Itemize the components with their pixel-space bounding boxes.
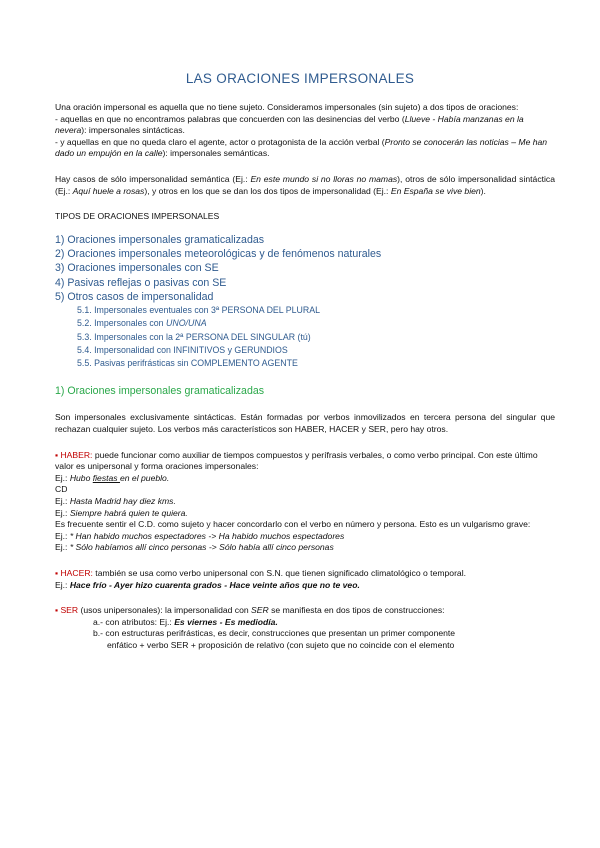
example-text: Hubo xyxy=(69,472,93,483)
text-run: ): impersonales sintácticas. xyxy=(81,125,185,136)
toc-item-5[interactable]: 5) Otros casos de impersonalidad xyxy=(55,290,214,303)
example-text: Es viernes - Es mediodía. xyxy=(174,616,278,627)
toc-item-4[interactable]: 4) Pasivas reflejas o pasivas con SE xyxy=(55,276,227,289)
ser-case-a xyxy=(55,617,555,629)
example-text: * Sólo habíamos allí cinco personas -> Sólo había allí cinco personas xyxy=(69,542,334,553)
toc-item-2[interactable]: 2) Oraciones impersonales meteorológicas y de fenómenos naturales xyxy=(55,248,382,261)
types-heading: TIPOS DE ORACIONES IMPERSONALES xyxy=(55,211,220,222)
text-run: ), otros de sólo impersonalidad sintáctica (Ej.: xyxy=(55,173,555,196)
text-run: a.- xyxy=(93,616,104,627)
ser-definition xyxy=(55,605,555,617)
text-run: (usos unipersonales): la impersonalidad con xyxy=(78,605,252,616)
section-1-heading: 1) Oraciones impersonales gramaticalizadas xyxy=(55,385,265,398)
toc-subitem-5-2[interactable] xyxy=(55,317,555,330)
text-run: Ej.: xyxy=(55,579,70,590)
section-1-paragraph: Son impersonales exclusivamente sintácticas. Están formadas por verbos inmovilizados en tercera persona del singular que rechazan cualquier sujeto. Los verbos más característicos son HABER, HACER y SER, pero hay otros. xyxy=(55,412,555,435)
document-body xyxy=(55,102,555,652)
text-run: - y aquellas en que no queda claro el agente, actor o protagonista de la acción verbal ( xyxy=(55,136,385,147)
text-run: Hay casos de sólo impersonalidad semántica (Ej.: xyxy=(55,173,251,184)
ser-block xyxy=(55,605,555,651)
text-run: con atributos: Ej.: xyxy=(103,616,175,627)
text-run: Ej.: xyxy=(55,507,70,518)
keyword-ser: SER xyxy=(60,605,79,616)
text-run: b.- xyxy=(93,628,104,639)
example-text: Hasta Madrid hay diez kms. xyxy=(69,496,176,507)
keyword-haber: HABER: xyxy=(60,449,93,460)
text-run: ). xyxy=(480,185,486,196)
text-run: 5.5. Pasivas perifrásticas sin xyxy=(77,357,191,368)
example-text: En España se vive bien xyxy=(390,185,481,196)
bullet-icon: ▪ xyxy=(55,605,59,616)
bullet-icon: ▪ xyxy=(55,568,59,578)
haber-block xyxy=(55,450,555,554)
intro-bullet-syntactic xyxy=(55,114,555,137)
haber-example-4 xyxy=(55,531,555,543)
haber-example-2 xyxy=(55,496,555,508)
toc-subitem-5-3[interactable] xyxy=(55,331,555,344)
example-text: Llueve - Había manzanas en la nevera xyxy=(55,113,524,136)
text-run: puede funcionar como auxiliar de tiempos compuestos y perífrasis verbales, o como verbo principal. Con este último valor es unipersonal y forma oraciones impersonales: xyxy=(55,449,538,472)
text-run: Ej.: xyxy=(55,530,70,541)
text-run: 5.4. Impersonalidad con xyxy=(77,344,174,355)
text-run: COMPLEMENTO AGENTE xyxy=(190,357,298,368)
table-of-contents xyxy=(55,233,555,370)
text-run: con estructuras perifrásticas, es decir, construcciones que presentan un primer componente xyxy=(103,628,456,639)
text-run: Ej.: xyxy=(55,542,70,553)
example-text: Pronto se conocerán las noticias – Me han dado un empujón en la calle xyxy=(55,136,548,159)
haber-example-5 xyxy=(55,542,555,554)
text-run: también se usa como verbo unipersonal con S.N. que tienen significado climatológico o temporal. xyxy=(92,568,467,578)
ser-case-b xyxy=(55,628,555,640)
haber-vulgarism-note: Es frecuente sentir el C.D. como sujeto y hacer concordarlo con el verbo en número y persona. Esto es un vulgarismo grave: xyxy=(55,519,531,530)
text-run: 5.2. Impersonales con xyxy=(77,318,166,329)
text-run: ): impersonales semánticas. xyxy=(162,148,270,159)
text-run: SER xyxy=(251,605,269,616)
example-text: en el pueblo. xyxy=(119,472,170,483)
text-run: - aquellas en que no encontramos palabras que concuerden con las desinencias del verbo ( xyxy=(55,113,405,124)
text-run: PERSONA DEL SINGULAR (tú) xyxy=(185,331,311,342)
hacer-example xyxy=(55,580,555,592)
cd-label: CD xyxy=(55,484,68,495)
bullet-icon: ▪ xyxy=(55,449,59,460)
text-run: INFINITIVOS y GERUNDIOS xyxy=(173,344,288,355)
example-text: Hace frío - Ayer hizo cuarenta grados - Hace veinte años que no te veo. xyxy=(69,579,360,590)
text-run: PERSONA DEL PLURAL xyxy=(221,305,321,316)
haber-example-3 xyxy=(55,508,555,520)
page-title: LAS ORACIONES IMPERSONALES xyxy=(185,71,415,86)
example-text: En este mundo si no lloras no mamas xyxy=(250,173,398,184)
toc-subitem-5-5[interactable] xyxy=(55,357,555,370)
text-run: Ej.: xyxy=(55,496,70,507)
text-run: se manifiesta en dos tipos de construcciones: xyxy=(268,605,445,616)
toc-subitem-5-4[interactable] xyxy=(55,344,555,357)
toc-subitem-5-1[interactable] xyxy=(55,304,555,317)
text-run: ), y otros en los que se dan los dos tipos de impersonalidad (Ej.: xyxy=(144,185,391,196)
example-text: * Han habido muchos espectadores -> Ha habido muchos espectadores xyxy=(69,530,345,541)
haber-definition xyxy=(55,450,555,473)
hacer-block xyxy=(55,568,555,591)
example-text: Siempre habrá quien te quiera. xyxy=(69,507,188,518)
example-text: Aquí huele a rosas xyxy=(72,185,145,196)
ser-case-b-continued: enfático + verbo SER + proposición de relativo (con sujeto que no coincide con el elemento xyxy=(107,639,455,650)
impersonality-cases-paragraph xyxy=(55,174,555,197)
haber-example-1 xyxy=(55,473,555,485)
intro-bullet-semantic xyxy=(55,137,555,160)
text-run: 5.3. Impersonales con la 2ª xyxy=(77,331,186,342)
text-run: Ej.: xyxy=(55,472,70,483)
toc-item-3[interactable]: 3) Oraciones impersonales con SE xyxy=(55,262,219,275)
intro-paragraph: Una oración impersonal es aquella que no tiene sujeto. Consideramos impersonales (sin sujeto) a dos tipos de oraciones: xyxy=(55,102,519,112)
keyword-hacer: HACER: xyxy=(60,568,93,578)
text-run: UNO/UNA xyxy=(166,318,207,329)
hacer-definition xyxy=(55,568,555,580)
text-run: 5.1. Impersonales eventuales con 3ª xyxy=(77,305,222,316)
toc-item-1[interactable]: 1) Oraciones impersonales gramaticalizadas xyxy=(55,233,265,246)
underlined-cd: fiestas xyxy=(92,472,120,483)
